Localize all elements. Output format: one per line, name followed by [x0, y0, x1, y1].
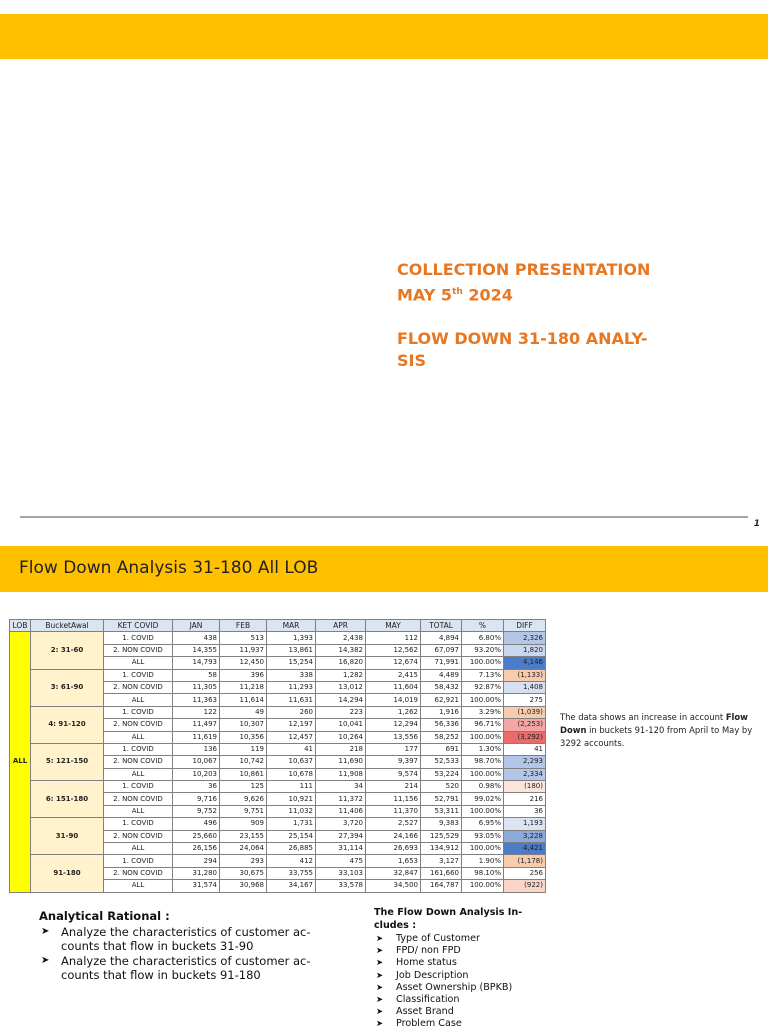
table-row — [10, 632, 546, 644]
value-cell: 3.29% — [462, 706, 504, 718]
col-header: FEB — [220, 620, 267, 632]
note-text: in buckets 91-120 from April to May by 3292 accounts. — [560, 725, 753, 748]
table-row — [10, 743, 546, 755]
arrow-bullet-icon: ➤ — [41, 955, 50, 966]
list-item-text: Home status — [396, 957, 457, 969]
arrow-bullet-icon: ➤ — [376, 1007, 384, 1018]
diff-cell: 1,193 — [504, 818, 546, 830]
arrow-bullet-icon: ➤ — [376, 934, 384, 944]
subtitle-line: FLOW DOWN 31-180 ANALY- — [397, 329, 648, 349]
value-cell: 13,012 — [316, 681, 366, 693]
value-cell: 438 — [173, 632, 220, 644]
col-header: BucketAwal — [31, 620, 104, 632]
col-header: LOB — [10, 620, 31, 632]
value-cell: 11,156 — [366, 793, 421, 805]
value-cell: 14,793 — [173, 657, 220, 669]
date-prefix: MAY 5 — [397, 285, 453, 305]
col-header: KET COVID — [104, 620, 173, 632]
table-row — [10, 706, 546, 718]
value-cell: 1,653 — [366, 855, 421, 867]
list-item-text: Asset Brand — [396, 1006, 454, 1018]
value-cell: 30,675 — [220, 867, 267, 879]
list-item — [374, 933, 544, 945]
value-cell: 9,716 — [173, 793, 220, 805]
value-cell: 4,894 — [421, 632, 462, 644]
list-item — [374, 1006, 544, 1018]
list-item — [374, 994, 544, 1006]
value-cell: 26,156 — [173, 843, 220, 855]
value-cell: 1,262 — [366, 706, 421, 718]
arrow-bullet-icon: ➤ — [376, 995, 384, 1006]
value-cell: 11,363 — [173, 694, 220, 706]
analytical-rationale — [39, 909, 334, 983]
table-row — [10, 818, 546, 830]
value-cell: 412 — [267, 855, 316, 867]
diff-cell: (922) — [504, 880, 546, 892]
value-cell: 12,457 — [267, 731, 316, 743]
value-cell: 294 — [173, 855, 220, 867]
value-cell: 31,280 — [173, 867, 220, 879]
date-sup: th — [452, 287, 463, 297]
subtitle-line: SIS — [397, 351, 426, 371]
value-cell: 909 — [220, 818, 267, 830]
diff-cell: 2,293 — [504, 756, 546, 768]
ket-covid-cell: 2. NON COVID — [104, 867, 173, 879]
value-cell: 67,097 — [421, 644, 462, 656]
list-item-text: Classification — [396, 994, 460, 1006]
value-cell: 9,752 — [173, 805, 220, 817]
arrow-bullet-icon: ➤ — [376, 958, 384, 969]
value-cell: 15,254 — [267, 657, 316, 669]
value-cell: 14,355 — [173, 644, 220, 656]
value-cell: 10,678 — [267, 768, 316, 780]
ket-covid-cell: 2. NON COVID — [104, 830, 173, 842]
value-cell: 10,742 — [220, 756, 267, 768]
value-cell: 10,861 — [220, 768, 267, 780]
ket-covid-cell: 1. COVID — [104, 669, 173, 681]
value-cell: 41 — [267, 743, 316, 755]
ket-covid-cell: 2. NON COVID — [104, 719, 173, 731]
value-cell: 12,562 — [366, 644, 421, 656]
list-item — [39, 954, 334, 982]
value-cell: 14,294 — [316, 694, 366, 706]
note-bold: Flow Down — [560, 712, 748, 735]
ket-covid-cell: 1. COVID — [104, 632, 173, 644]
diff-cell: 4,421 — [504, 843, 546, 855]
bucket-cell: 91-180 — [31, 855, 104, 892]
list-item-text: Analyze the characteristics of customer ac-counts that flow in buckets 31-90 — [61, 925, 311, 953]
value-cell: 293 — [220, 855, 267, 867]
value-cell: 26,885 — [267, 843, 316, 855]
diff-cell: (1,178) — [504, 855, 546, 867]
value-cell: 16,820 — [316, 657, 366, 669]
value-cell: 119 — [220, 743, 267, 755]
value-cell: 9,574 — [366, 768, 421, 780]
value-cell: 11,406 — [316, 805, 366, 817]
value-cell: 13,861 — [267, 644, 316, 656]
ket-covid-cell: ALL — [104, 880, 173, 892]
value-cell: 9,383 — [421, 818, 462, 830]
value-cell: 14,382 — [316, 644, 366, 656]
value-cell: 100.00% — [462, 657, 504, 669]
ket-covid-cell: 1. COVID — [104, 743, 173, 755]
diff-cell: 1,408 — [504, 681, 546, 693]
value-cell: 100.00% — [462, 805, 504, 817]
value-cell: 496 — [173, 818, 220, 830]
value-cell: 12,294 — [366, 719, 421, 731]
value-cell: 11,908 — [316, 768, 366, 780]
value-cell: 691 — [421, 743, 462, 755]
analysis-includes — [374, 907, 544, 1031]
diff-cell: (1,039) — [504, 706, 546, 718]
value-cell: 10,356 — [220, 731, 267, 743]
value-cell: 71,991 — [421, 657, 462, 669]
value-cell: 34,500 — [366, 880, 421, 892]
value-cell: 24,166 — [366, 830, 421, 842]
col-header: APR — [316, 620, 366, 632]
value-cell: 136 — [173, 743, 220, 755]
value-cell: 30,968 — [220, 880, 267, 892]
value-cell: 7.13% — [462, 669, 504, 681]
value-cell: 10,203 — [173, 768, 220, 780]
value-cell: 9,751 — [220, 805, 267, 817]
col-header: JAN — [173, 620, 220, 632]
value-cell: 93.20% — [462, 644, 504, 656]
col-header: DIFF — [504, 620, 546, 632]
value-cell: 56,336 — [421, 719, 462, 731]
diff-cell: 275 — [504, 694, 546, 706]
diff-cell: 3,228 — [504, 830, 546, 842]
diff-cell: (180) — [504, 781, 546, 793]
ket-covid-cell: ALL — [104, 694, 173, 706]
bucket-cell: 3: 61-90 — [31, 669, 104, 706]
value-cell: 10,921 — [267, 793, 316, 805]
value-cell: 11,293 — [267, 681, 316, 693]
observation-note — [560, 711, 765, 750]
value-cell: 32,847 — [366, 867, 421, 879]
list-item — [374, 957, 544, 969]
value-cell: 2,438 — [316, 632, 366, 644]
value-cell: 11,218 — [220, 681, 267, 693]
value-cell: 23,155 — [220, 830, 267, 842]
value-cell: 25,660 — [173, 830, 220, 842]
title-date — [397, 281, 697, 306]
diff-cell: 2,326 — [504, 632, 546, 644]
value-cell: 33,755 — [267, 867, 316, 879]
diff-cell: 36 — [504, 805, 546, 817]
value-cell: 13,556 — [366, 731, 421, 743]
value-cell: 58 — [173, 669, 220, 681]
value-cell: 96.71% — [462, 719, 504, 731]
value-cell: 12,674 — [366, 657, 421, 669]
value-cell: 100.00% — [462, 768, 504, 780]
list-item — [374, 970, 544, 982]
diff-cell: 1,820 — [504, 644, 546, 656]
analysis-slide — [0, 540, 768, 1030]
list-item-text: FPD/ non FPD — [396, 945, 461, 957]
date-suffix: 2024 — [462, 285, 513, 305]
value-cell: 10,041 — [316, 719, 366, 731]
value-cell: 1.30% — [462, 743, 504, 755]
col-header: TOTAL — [421, 620, 462, 632]
value-cell: 161,660 — [421, 867, 462, 879]
diff-cell: 41 — [504, 743, 546, 755]
value-cell: 31,574 — [173, 880, 220, 892]
value-cell: 11,619 — [173, 731, 220, 743]
footer-divider — [20, 516, 748, 518]
value-cell: 11,305 — [173, 681, 220, 693]
value-cell: 9,397 — [366, 756, 421, 768]
value-cell: 338 — [267, 669, 316, 681]
value-cell: 2,415 — [366, 669, 421, 681]
value-cell: 10,637 — [267, 756, 316, 768]
table-row — [10, 781, 546, 793]
value-cell: 177 — [366, 743, 421, 755]
ket-covid-cell: ALL — [104, 843, 173, 855]
ket-covid-cell: ALL — [104, 657, 173, 669]
value-cell: 6.95% — [462, 818, 504, 830]
value-cell: 31,114 — [316, 843, 366, 855]
slide-title: Flow Down Analysis 31-180 All LOB — [19, 558, 319, 578]
value-cell: 0.98% — [462, 781, 504, 793]
value-cell: 3,720 — [316, 818, 366, 830]
value-cell: 1.90% — [462, 855, 504, 867]
arrow-bullet-icon: ➤ — [376, 1019, 384, 1030]
arrow-bullet-icon: ➤ — [376, 970, 384, 981]
value-cell: 53,224 — [421, 768, 462, 780]
value-cell: 125,529 — [421, 830, 462, 842]
ket-covid-cell: 2. NON COVID — [104, 681, 173, 693]
value-cell: 33,103 — [316, 867, 366, 879]
note-text: The data shows an increase in account — [560, 712, 726, 722]
value-cell: 9,626 — [220, 793, 267, 805]
list-item — [374, 945, 544, 957]
value-cell: 58,432 — [421, 681, 462, 693]
lob-cell: ALL — [10, 632, 31, 892]
diff-cell: 2,334 — [504, 768, 546, 780]
value-cell: 12,450 — [220, 657, 267, 669]
diff-cell: 256 — [504, 867, 546, 879]
value-cell: 11,604 — [366, 681, 421, 693]
list-item — [374, 982, 544, 994]
value-cell: 25,154 — [267, 830, 316, 842]
col-header: % — [462, 620, 504, 632]
ket-covid-cell: 2. NON COVID — [104, 793, 173, 805]
value-cell: 11,370 — [366, 805, 421, 817]
list-item-text: Type of Customer — [396, 933, 480, 944]
includes-heading: The Flow Down Analysis In-cludes : — [374, 907, 523, 931]
diff-cell: (2,253) — [504, 719, 546, 731]
value-cell: 11,032 — [267, 805, 316, 817]
top-header-bar — [0, 14, 768, 59]
ket-covid-cell: ALL — [104, 731, 173, 743]
value-cell: 11,497 — [173, 719, 220, 731]
diff-cell: (3,292) — [504, 731, 546, 743]
value-cell: 396 — [220, 669, 267, 681]
value-cell: 58,252 — [421, 731, 462, 743]
ket-covid-cell: ALL — [104, 805, 173, 817]
list-item — [39, 925, 334, 953]
list-item-text: Analyze the characteristics of customer ac-counts that flow in buckets 91-180 — [61, 954, 311, 982]
ket-covid-cell: 1. COVID — [104, 818, 173, 830]
value-cell: 10,264 — [316, 731, 366, 743]
page-number: 1 — [753, 519, 760, 529]
value-cell: 14,019 — [366, 694, 421, 706]
rationale-heading: Analytical Rational : — [39, 909, 170, 923]
value-cell: 125 — [220, 781, 267, 793]
flow-down-table — [9, 619, 546, 893]
value-cell: 24,064 — [220, 843, 267, 855]
value-cell: 520 — [421, 781, 462, 793]
value-cell: 99.02% — [462, 793, 504, 805]
value-cell: 34 — [316, 781, 366, 793]
bucket-cell: 31-90 — [31, 818, 104, 855]
value-cell: 122 — [173, 706, 220, 718]
arrow-bullet-icon: ➤ — [376, 946, 384, 957]
value-cell: 218 — [316, 743, 366, 755]
value-cell: 164,787 — [421, 880, 462, 892]
arrow-bullet-icon: ➤ — [376, 982, 384, 993]
ket-covid-cell: ALL — [104, 768, 173, 780]
list-item-text: Job Description — [396, 969, 469, 981]
value-cell: 52,791 — [421, 793, 462, 805]
list-item-text: Asset Ownership (BPKB) — [396, 981, 513, 993]
value-cell: 62,921 — [421, 694, 462, 706]
value-cell: 1,916 — [421, 706, 462, 718]
value-cell: 26,693 — [366, 843, 421, 855]
presentation-title — [397, 259, 697, 372]
value-cell: 134,912 — [421, 843, 462, 855]
value-cell: 3,127 — [421, 855, 462, 867]
bucket-cell: 6: 151-180 — [31, 781, 104, 818]
value-cell: 34,167 — [267, 880, 316, 892]
value-cell: 111 — [267, 781, 316, 793]
value-cell: 513 — [220, 632, 267, 644]
col-header: MAY — [366, 620, 421, 632]
value-cell: 2,527 — [366, 818, 421, 830]
value-cell: 1,282 — [316, 669, 366, 681]
value-cell: 100.00% — [462, 731, 504, 743]
value-cell: 475 — [316, 855, 366, 867]
ket-covid-cell: 1. COVID — [104, 781, 173, 793]
value-cell: 92.87% — [462, 681, 504, 693]
value-cell: 11,614 — [220, 694, 267, 706]
value-cell: 11,937 — [220, 644, 267, 656]
ket-covid-cell: 1. COVID — [104, 855, 173, 867]
diff-cell: 4,146 — [504, 657, 546, 669]
value-cell: 27,394 — [316, 830, 366, 842]
table-row — [10, 855, 546, 867]
list-item-text: Problem Case — [396, 1018, 462, 1030]
ket-covid-cell: 2. NON COVID — [104, 756, 173, 768]
value-cell: 6.80% — [462, 632, 504, 644]
value-cell: 11,631 — [267, 694, 316, 706]
arrow-bullet-icon: ➤ — [41, 926, 50, 937]
value-cell: 214 — [366, 781, 421, 793]
value-cell: 49 — [220, 706, 267, 718]
value-cell: 260 — [267, 706, 316, 718]
value-cell: 112 — [366, 632, 421, 644]
col-header: MAR — [267, 620, 316, 632]
value-cell: 11,372 — [316, 793, 366, 805]
value-cell: 36 — [173, 781, 220, 793]
ket-covid-cell: 2. NON COVID — [104, 644, 173, 656]
value-cell: 10,067 — [173, 756, 220, 768]
value-cell: 11,690 — [316, 756, 366, 768]
diff-cell: 216 — [504, 793, 546, 805]
list-item — [374, 1018, 544, 1030]
value-cell: 100.00% — [462, 880, 504, 892]
diff-cell: (1,133) — [504, 669, 546, 681]
value-cell: 93.05% — [462, 830, 504, 842]
value-cell: 12,197 — [267, 719, 316, 731]
value-cell: 10,307 — [220, 719, 267, 731]
table-row — [10, 669, 546, 681]
value-cell: 33,578 — [316, 880, 366, 892]
value-cell: 52,533 — [421, 756, 462, 768]
value-cell: 98.10% — [462, 867, 504, 879]
value-cell: 1,731 — [267, 818, 316, 830]
table-header-row — [10, 620, 546, 632]
ket-covid-cell: 1. COVID — [104, 706, 173, 718]
value-cell: 98.70% — [462, 756, 504, 768]
value-cell: 100.00% — [462, 843, 504, 855]
value-cell: 4,489 — [421, 669, 462, 681]
bucket-cell: 4: 91-120 — [31, 706, 104, 743]
value-cell: 1,393 — [267, 632, 316, 644]
bucket-cell: 5: 121-150 — [31, 743, 104, 780]
value-cell: 53,311 — [421, 805, 462, 817]
title-line: COLLECTION PRESENTATION — [397, 260, 651, 279]
value-cell: 100.00% — [462, 694, 504, 706]
value-cell: 223 — [316, 706, 366, 718]
bucket-cell: 2: 31-60 — [31, 632, 104, 669]
